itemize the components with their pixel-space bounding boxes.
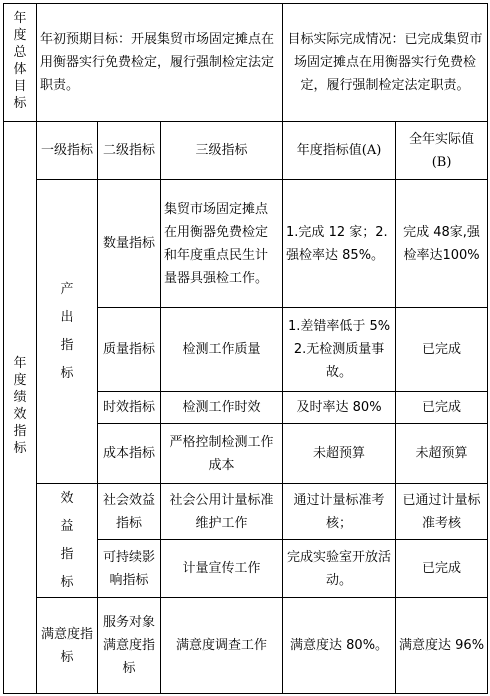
row-level3: 社会公用计量标准维护工作 xyxy=(161,484,283,540)
header-target xyxy=(283,122,396,180)
row-level3: 检测工作时效 xyxy=(161,392,283,424)
row-target: 1.完成 12 家；2.强检率达 85%。 xyxy=(283,180,396,308)
group-output-label: 产出指标 xyxy=(60,281,74,381)
group-satisfaction-cell: 满意度指标 xyxy=(37,598,98,694)
table-row xyxy=(4,484,488,540)
row-target: 完成实验室开放活动。 xyxy=(283,540,396,598)
row-target: 及时率达 80% xyxy=(283,392,396,424)
row-actual: 未超预算 xyxy=(396,424,488,484)
planned-goal-text: 年初预期目标：开展集贸市场固定摊点在用衡器实行免费检定，履行强制检定法定职责。 xyxy=(40,32,275,93)
row-actual: 已完成 xyxy=(396,308,488,392)
row-actual: 满意度达 96% xyxy=(396,598,488,694)
header-target-text: 年度指标值(A) xyxy=(296,143,382,158)
performance-table-sheet xyxy=(3,3,487,693)
row-level2: 质量指标 xyxy=(98,308,161,392)
group-output-cell xyxy=(37,180,98,484)
overall-goal-row xyxy=(4,4,488,122)
planned-goal-cell xyxy=(37,4,283,122)
overall-goal-title: 年度总体目标 xyxy=(13,11,27,111)
performance-title: 年度绩效指标 xyxy=(13,356,27,456)
performance-goal-table xyxy=(3,3,488,694)
row-target: 1.差错率低于 5% 2.无检测质量事故。 xyxy=(283,308,396,392)
row-actual: 已完成 xyxy=(396,540,488,598)
group-benefit-cell xyxy=(37,484,98,598)
row-level3: 满意度调查工作 xyxy=(161,598,283,694)
indicator-header-row xyxy=(4,122,488,180)
header-level3: 三级指标 xyxy=(161,122,283,180)
header-actual-line2: (B) xyxy=(431,154,452,170)
actual-goal-text: 目标实际完成情况：已完成集贸市场固定摊点在用衡器实行免费检定，履行强制检定法定职责。 xyxy=(287,32,483,93)
row-level3: 严格控制检测工作成本 xyxy=(161,424,283,484)
overall-goal-title-cell xyxy=(4,4,37,122)
row-target: 通过计量标准考核； xyxy=(283,484,396,540)
header-actual-line1: 全年实际值 xyxy=(409,131,475,147)
row-level3: 集贸市场固定摊点在用衡器免费检定和年度重点民生计量器具强检工作。 xyxy=(161,180,283,308)
row-level2: 服务对象满意度指标 xyxy=(98,598,161,694)
actual-goal-cell xyxy=(283,4,488,122)
row-target: 满意度达 80%。 xyxy=(283,598,396,694)
row-level2: 时效指标 xyxy=(98,392,161,424)
performance-title-cell xyxy=(4,122,37,694)
row-level3: 计量宣传工作 xyxy=(161,540,283,598)
header-actual xyxy=(396,122,488,180)
row-level2: 社会效益指标 xyxy=(98,484,161,540)
row-level3: 检测工作质量 xyxy=(161,308,283,392)
row-level2: 数量指标 xyxy=(98,180,161,308)
header-level2: 二级指标 xyxy=(98,122,161,180)
table-row xyxy=(4,598,488,694)
table-row xyxy=(4,180,488,308)
group-benefit-label: 效益指标 xyxy=(60,490,74,590)
row-level2: 成本指标 xyxy=(98,424,161,484)
row-actual: 已通过计量标准考核 xyxy=(396,484,488,540)
header-level1: 一级指标 xyxy=(37,122,98,180)
row-target: 未超预算 xyxy=(283,424,396,484)
row-actual: 完成 48家,强检率达100% xyxy=(396,180,488,308)
row-level2: 可持续影响指标 xyxy=(98,540,161,598)
row-actual: 已完成 xyxy=(396,392,488,424)
